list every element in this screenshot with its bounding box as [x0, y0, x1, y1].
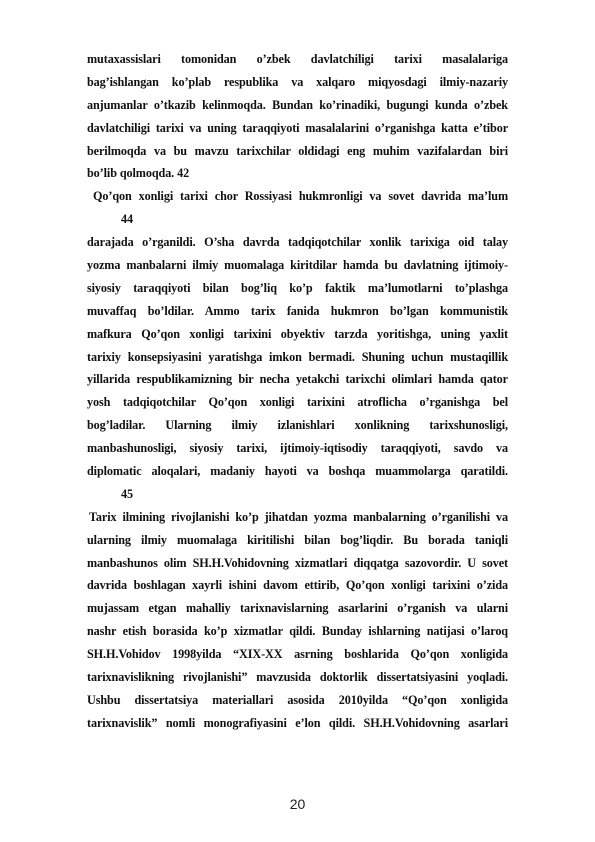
text-line: bog’ladilar. Ularning ilmiy izlanishlari xonlikning tarixshunosligi,	[87, 418, 508, 433]
text-line: davlatchiligi tarixi va uning taraqqiyoti masalalarini o’rganishga katta e’tibor	[87, 120, 508, 135]
text-line: berilmoqda va bu mavzu tarixchilar oldidagi eng muhim vazifalardan biri	[87, 143, 508, 158]
text-line: tarixnavislikning rivojlanishi” mavzusida doktorlik dissertatsiyasini yoqladi.	[87, 670, 508, 685]
text-line: mutaxassislari tomonidan o’zbek davlatchiligi tarixi masalalariga	[87, 52, 508, 66]
text-line: anjumanlar o’tkazib kelinmoqda. Bundan ko’rinadiki, bugungi kunda o’zbek	[87, 97, 508, 112]
text-line: manbashunosligi, siyosiy tarixi, ijtimoiy-iqtisodiy taraqqiyoti, savdo va	[87, 441, 508, 456]
body-text	[87, 48, 508, 735]
text-line: bag’ishlangan ko’plab respublika va xalqaro miqyosdagi ilmiy-nazariy	[87, 74, 508, 89]
page-number: 20	[289, 796, 306, 812]
text-line: tarixiy konsepsiyasini yaratishga imkon bermadi. Shuning uchun mustaqillik	[87, 349, 508, 364]
text-line: bo’lib qolmoqda. 42	[87, 166, 190, 181]
text-line: Qo’qon xonligi tarixi chor Rossiyasi hukmronligi va sovet davrida ma’lum	[93, 189, 508, 204]
text-line: muvaffaq bo’ldilar. Ammo tarix fanida hukmron bo’lgan kommunistik	[87, 303, 508, 318]
text-line: nashr etish borasida ko’p xizmatlar qildi. Bunday ishlarning natijasi o’laroq	[87, 624, 508, 639]
footnote-reference: 45	[121, 486, 133, 501]
footnote-reference: 44	[121, 212, 133, 227]
text-line: Ushbu dissertatsiya materiallari asosida 2010yilda “Qo’qon xonligida	[87, 692, 508, 707]
text-line: Tarix ilmining rivojlanishi ko’p jihatdan yozma manbalarning o’rganilishi va	[89, 509, 508, 524]
text-line: manbashunos olim SH.H.Vohidovning xizmatlari diqqatga sazovordir. U sovet	[87, 555, 508, 570]
text-line: tarixnavislik” nomli monografiyasini e’lon qildi. SH.H.Vohidovning asarlari	[87, 715, 508, 730]
text-line: SH.H.Vohidov 1998yilda “XIX-XX asrning boshlarida Qo’qon xonligida	[87, 647, 508, 662]
text-line: davrida boshlagan xayrli ishini davom ettirib, Qo’qon xonligi tarixini o’zida	[87, 578, 508, 593]
text-line: yillarida respublikamizning bir necha yetakchi tarixchi olimlari hamda qator	[87, 372, 508, 387]
text-line: mafkura Qo’qon xonligi tarixini obyektiv tarzda yoritishga, uning yaxlit	[87, 326, 508, 341]
text-line: siyosiy taraqqiyoti bilan bog’liq ko’p faktik ma’lumotlarni to’plashga	[87, 280, 508, 295]
text-line: mujassam etgan mahalliy tarixnavislarning asarlarini o’rganish va ularni	[87, 601, 508, 616]
text-line: yosh tadqiqotchilar Qo’qon xonligi tarixini atroflicha o’rganishga bel	[87, 395, 508, 410]
text-line: darajada o’rganildi. O’sha davrda tadqiqotchilar xonlik tarixiga oid talay	[87, 235, 508, 250]
text-line: diplomatic aloqalari, madaniy hayoti va boshqa muammolarga qaratildi.	[87, 464, 508, 479]
text-line: yozma manbalarni ilmiy muomalaga kiritdilar hamda bu davlatning ijtimoiy-	[87, 258, 508, 273]
text-line: ularning ilmiy muomalaga kiritilishi bilan bog’liqdir. Bu borada taniqli	[87, 532, 508, 547]
